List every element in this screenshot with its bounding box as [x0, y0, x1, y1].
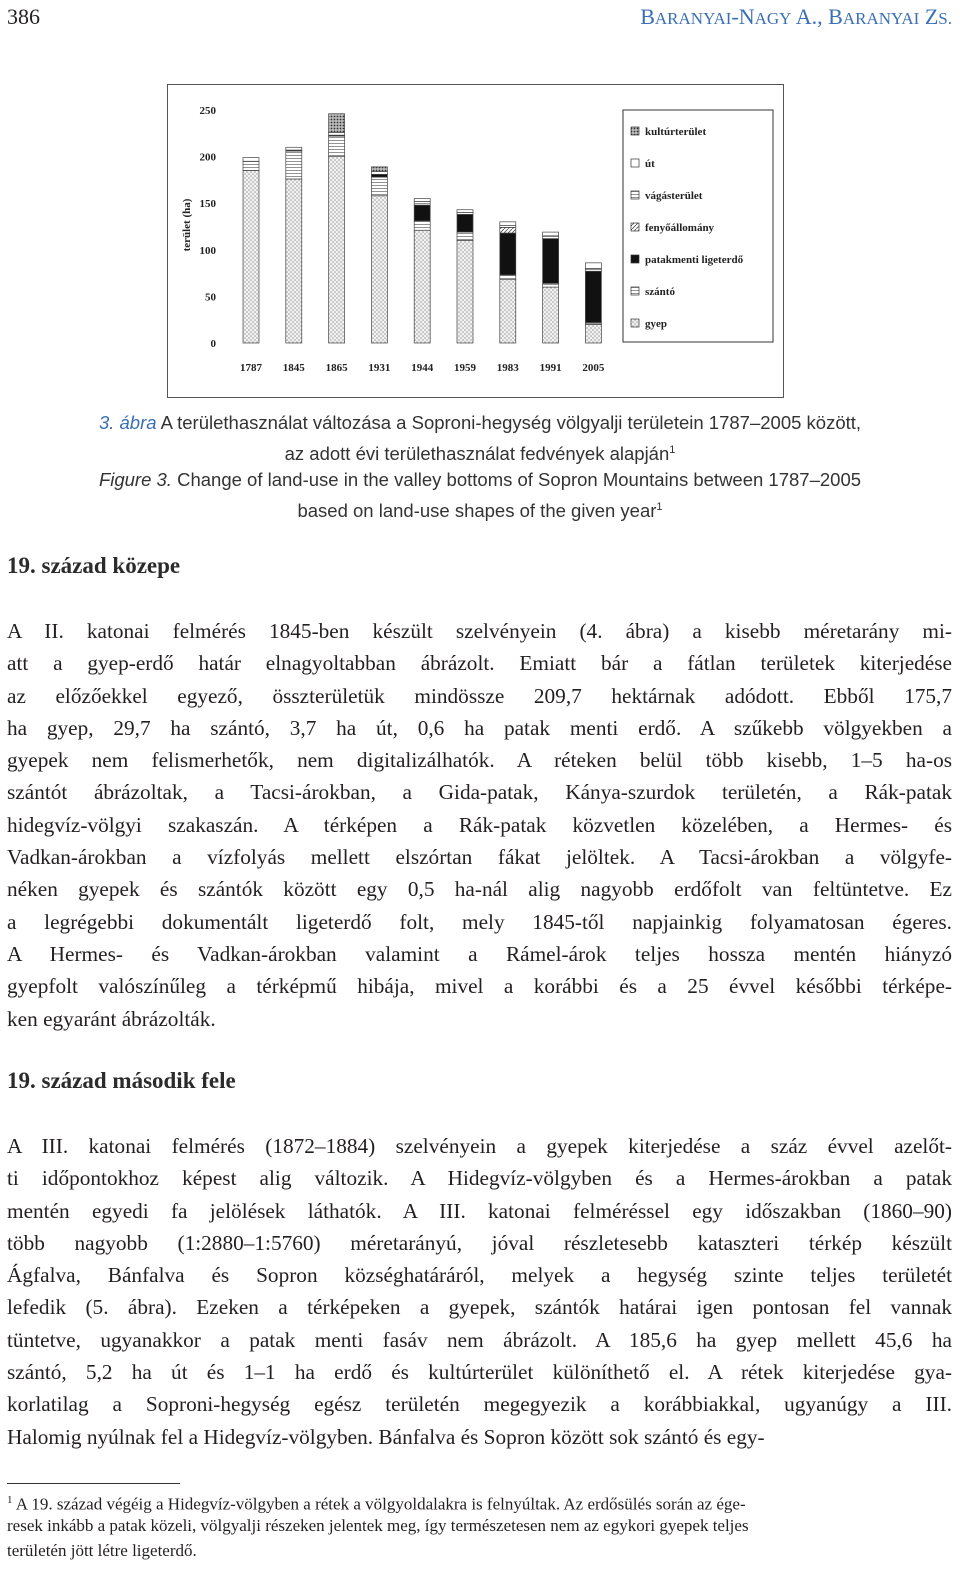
rh-b: B: [640, 4, 655, 29]
footnote-text: resek inkább a patak közeli, völgyalji részeken jelentek meg, így természetesen nem az egykori gyepek teljes: [7, 1516, 749, 1535]
figure-3-chart: [167, 84, 784, 398]
rh-aranyai: ARANYAI: [654, 9, 732, 28]
legend-swatch: [631, 319, 639, 327]
y-tick-label: 50: [205, 291, 216, 304]
y-axis-label: terület (ha): [181, 198, 193, 252]
bar-segment-út: [500, 222, 516, 226]
caption-hu-label: 3. ábra: [98, 412, 157, 433]
caption-en-sup: 1: [656, 500, 663, 513]
bar-segment-gyep: [286, 179, 302, 343]
bar-segment-út: [457, 210, 473, 213]
text-line: A Hermes- és Vadkan-árokban valamint a Rámel-árok teljes hossza mentén hiányzó: [7, 941, 952, 966]
x-tick-label: 1865: [325, 362, 348, 374]
bar-segment-kultúrterület: [371, 167, 387, 172]
bar-segment-patakmenti-ligeterdő: [371, 174, 387, 177]
legend-label: út: [645, 158, 655, 170]
bar-segment-út: [371, 172, 387, 175]
running-head-authors: [640, 4, 952, 30]
legend-label: vágásterület: [645, 190, 703, 202]
footnote: [7, 1488, 954, 1563]
text-line: A III. katonai felmérés (1872–1884) szelvényein a gyepek kiterjedése a száz évvel azelőt-: [7, 1134, 952, 1158]
legend-swatch: [631, 159, 639, 167]
caption-hu-line2: [20, 437, 940, 468]
x-tick-label: 1983: [496, 362, 519, 374]
caption-en-label: Figure 3.: [98, 469, 172, 491]
text-line: ti időpontokhoz képest alig változik. A Hidegvíz-völgyben és a Hermes-árokban a patak: [7, 1166, 952, 1191]
legend-label: fenyőállomány: [645, 222, 715, 234]
footnote-rule: [7, 1483, 180, 1484]
bar-segment-kultúrterület: [329, 114, 345, 133]
legend-label: gyep: [645, 318, 667, 330]
chart-svg: [168, 85, 783, 397]
text-line: szántó, 5,2 ha út és 1–1 ha erdő és kultúrterület különíthető el. A rétek kiterjedése gya-: [7, 1360, 952, 1385]
bar-segment-gyep: [543, 287, 559, 343]
x-tick-label: 1931: [368, 362, 391, 374]
bar-segment-patakmenti-ligeterdő: [585, 271, 601, 322]
text-line: a legrégebbi dokumentált ligeterdő folt, mely 1845-től napjainkig folyamatosan égeres.: [7, 909, 952, 934]
bar-segment-szántó: [286, 151, 302, 179]
caption-en-text1: Change of land-use in the valley bottoms of Sopron Mountains between 1787–2005: [171, 469, 862, 491]
bar-segment-gyep: [457, 240, 473, 343]
x-tick-label: 1787: [240, 362, 262, 374]
x-tick-label: 1991: [539, 362, 562, 374]
text-line: több nagyobb (1:2880–1:5760) méretarányú, jóval részletesebb kataszteri térkép készült: [7, 1230, 952, 1255]
bar-segment-út: [243, 158, 259, 162]
caption-hu-text1: A területhasználat változása a Soproni-hegység völgyalji területein 1787–2005 között,: [156, 412, 862, 433]
bar-segment-vágásterület: [585, 268, 601, 271]
rh-agy: AGY: [754, 9, 792, 28]
bar-segment-patakmenti-ligeterdő: [457, 214, 473, 232]
legend-swatch: [631, 127, 639, 135]
text-line: ha gyep, 29,7 ha szántó, 3,7 ha út, 0,6 ha patak menti erdő. A szűkebb völgyekben a: [7, 715, 952, 740]
x-tick-label: 1944: [411, 362, 434, 374]
footnote-line: [7, 1538, 954, 1563]
legend-swatch: [631, 255, 639, 263]
bar-segment-út: [286, 147, 302, 150]
section1-paragraph: [7, 615, 952, 1035]
caption-hu-text2: az adott évi területhasználat fedvények alapján: [284, 442, 670, 464]
page-number: 386: [7, 4, 40, 29]
bar-segment-patakmenti-ligeterdő: [543, 239, 559, 284]
y-tick-label: 200: [199, 151, 216, 164]
footnote-line: [7, 1488, 954, 1513]
text-line: Ágfalva, Bánfalva és Sopron községhatáráról, melyek a hegység szinte teljes területét: [7, 1263, 952, 1288]
figure-caption: [20, 410, 940, 524]
legend-swatch: [631, 223, 639, 231]
bar-segment-gyep: [371, 196, 387, 343]
text-line: att a gyep-erdő határ elnagyoltabban ábrázolt. Emiatt bár a fátlan területek kiterjedése: [7, 651, 952, 676]
text-line: A II. katonai felmérés 1845-ben készült szelvényein (4. ábra) a kisebb méretarány mi-: [7, 619, 952, 643]
running-header: [7, 4, 952, 34]
text-line: gyepfolt valószínűleg a térképmű hibája, mivel a korábbi és a 25 évvel későbbi térképe-: [7, 974, 952, 999]
rh-s: S.: [938, 9, 952, 28]
bar-segment-út: [329, 132, 345, 135]
x-tick-label: 1959: [454, 362, 476, 374]
rh-a1: A., B: [791, 4, 843, 29]
caption-en-line1: [20, 467, 940, 494]
bar-segment-szántó: [457, 232, 473, 240]
legend-label: patakmenti ligeterdő: [645, 254, 744, 266]
legend-swatch: [631, 287, 639, 295]
footnote-line: [7, 1513, 954, 1538]
rh-z: Z: [924, 4, 939, 29]
y-tick-label: 250: [199, 105, 216, 117]
text-line: az előzőekkel egyező, összterületük mindössze 209,7 hektárnak adódott. Ebből 175,7: [7, 683, 952, 708]
legend-swatch: [631, 191, 639, 199]
x-tick-label: 2005: [582, 362, 605, 374]
x-tick-label: 1845: [282, 362, 305, 374]
caption-hu-line1: [20, 410, 940, 437]
caption-en-line2: [20, 494, 940, 525]
y-tick-label: 150: [199, 198, 216, 211]
footnote-number: 1: [7, 1494, 13, 1506]
bar-segment-szántó: [543, 283, 559, 287]
text-line: tüntetve, ugyanakkor a patak menti fasáv nem ábrázolt. A 185,6 ha gyep mellett 45,6 ha: [7, 1327, 952, 1352]
text-line: néken gyepek és szántók között egy 0,5 ha-nál alig nagyobb erdőfolt van feltüntetve. Ez: [7, 877, 952, 902]
bar-segment-vágásterület: [543, 236, 559, 239]
bar-segment-gyep: [500, 280, 516, 343]
footnote-text: A 19. század végéig a Hidegvíz-völgyben a rétek a völgyoldalakra is felnyúltak. Az erdősülés során az ége-: [12, 1494, 746, 1514]
bar-segment-szántó: [371, 177, 387, 196]
bar-segment-szántó: [500, 275, 516, 280]
caption-en-text2: based on land-use shapes of the given year: [297, 499, 657, 521]
text-line: Halomig nyúlnak fel a Hidegvíz-völgyben. Bánfalva és Sopron között sok szántó és egy-: [7, 1424, 765, 1449]
section-heading-late-19th: 19. század második fele: [7, 1068, 236, 1093]
bar-segment-út: [585, 263, 601, 269]
text-line: korlatilag a Soproni-hegység egész területén megegyezik a korábbiakkal, ugyanúgy a III.: [7, 1392, 952, 1417]
text-line: szántót ábrázoltak, a Tacsi-árokban, a Gida-patak, Kánya-szurdok területén, a Rák-patak: [7, 780, 952, 805]
section-heading-mid-19th: 19. század közepe: [7, 553, 181, 578]
caption-hu-sup: 1: [669, 443, 676, 456]
section2-paragraph: [7, 1130, 952, 1453]
legend-label: szántó: [645, 286, 675, 298]
bar-segment-gyep: [329, 157, 345, 343]
bar-segment-fenyőállomány: [500, 227, 516, 233]
y-tick-label: 100: [199, 244, 216, 257]
bar-segment-patakmenti-ligeterdő: [500, 233, 516, 275]
text-line: Vadkan-árokban a vízfolyás mellett elszórtan fákat jelöltek. A Tacsi-árokban a völgyfe-: [7, 845, 952, 870]
bar-segment-gyep: [243, 171, 259, 343]
bar-segment-gyep: [585, 324, 601, 343]
bar-segment-út: [414, 199, 430, 202]
bar-segment-vágásterület: [414, 201, 430, 205]
text-line: mentén egyedi fa jelölések láthatók. A III. katonai felméréssel egy időszakban (1860–90): [7, 1198, 952, 1223]
y-tick-label: 0: [210, 338, 216, 350]
rh-dash-n: -N: [731, 4, 755, 29]
text-line: lefedik (5. ábra). Ezeken a térképeken a gyepek, szántók határai igen pontosan fel vannak: [7, 1295, 952, 1320]
bar-segment-patakmenti-ligeterdő: [414, 205, 430, 221]
bar-segment-út: [543, 232, 559, 236]
bar-segment-szántó: [329, 136, 345, 157]
bar-segment-szántó: [414, 221, 430, 230]
footnote-text: területén jött létre ligeterdő.: [7, 1541, 197, 1560]
text-line: ken egyaránt ábrázolták.: [7, 1006, 216, 1031]
bar-segment-szántó: [243, 161, 259, 170]
legend-label: kultúrterület: [645, 126, 707, 138]
bar-segment-gyep: [414, 230, 430, 343]
text-line: gyepek nem felismerhetők, nem digitalizálhatók. A réteken belül több kisebb, 1–5 ha-os: [7, 748, 952, 773]
text-line: hidegvíz-völgyi szakaszán. A térképen a Rák-patak közvetlen közelében, a Hermes- és: [7, 812, 952, 837]
rh-aranyai2: ARANYAI: [842, 9, 920, 28]
